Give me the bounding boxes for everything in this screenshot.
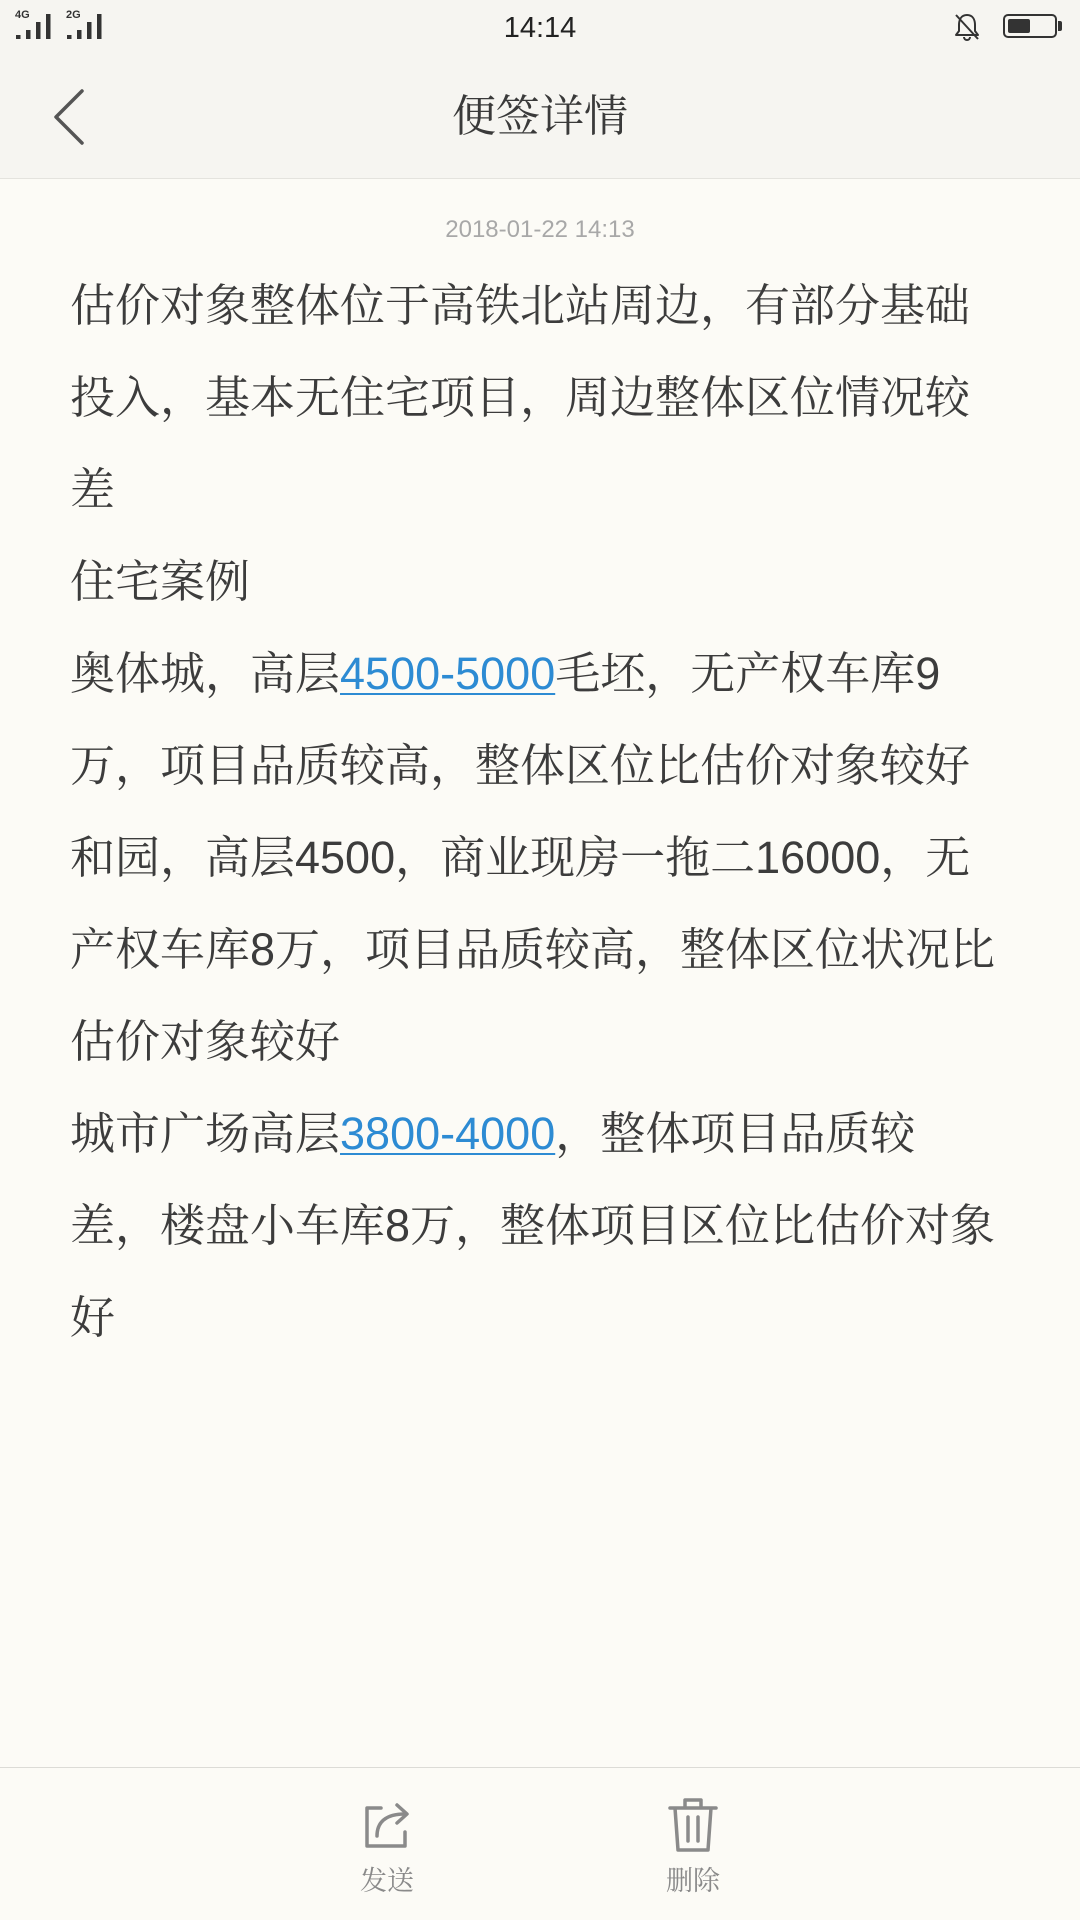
delete-button[interactable] (613, 1790, 773, 1910)
note-line (70, 1180, 1060, 1272)
note-text: 奥体城，高层 (70, 648, 341, 699)
battery-fill (1008, 19, 1030, 33)
send-label: 发送 (360, 1866, 414, 1896)
price-range-link[interactable]: 3800-4000 (340, 1108, 556, 1159)
sim2-signal (66, 10, 106, 40)
share-icon (359, 1796, 415, 1852)
note-text: 万，项目品质较高，整体区位比估价对象较好 (70, 740, 971, 791)
note-line (70, 352, 1060, 444)
note-text: 投入，基本无住宅项目，周边整体区位情况较 (70, 372, 971, 423)
header-bar (0, 55, 1080, 179)
note-date: 2018-01-22 14:13 (445, 216, 635, 243)
note-line (70, 628, 1060, 720)
status-bar (0, 0, 1080, 55)
note-line (70, 444, 1060, 536)
note-text: 差 (70, 464, 116, 515)
bottom-toolbar (0, 1767, 1080, 1920)
note-text: 好 (70, 1292, 116, 1343)
status-time: 14:14 (503, 12, 577, 44)
note-text: 估价对象较好 (70, 1016, 341, 1067)
note-text: 估价对象整体位于高铁北站周边，有部分基础 (70, 280, 971, 331)
sim1-network-label: 4G (15, 9, 30, 21)
sim2-network-label: 2G (66, 9, 81, 21)
chevron-left-icon (52, 88, 86, 146)
note-text: 毛坯，无产权车库9 (555, 648, 941, 699)
note-body[interactable] (70, 260, 1060, 1364)
note-text: 差，楼盘小车库8万，整体项目区位比估价对象 (70, 1200, 996, 1251)
back-button[interactable] (30, 69, 110, 165)
note-line (70, 536, 1060, 628)
battery-icon (1003, 14, 1065, 40)
bell-off-icon (951, 11, 983, 43)
note-text: 产权车库8万，项目品质较高，整体区位状况比 (70, 924, 996, 975)
note-line (70, 1088, 1060, 1180)
note-text: 城市广场高层 (70, 1108, 341, 1159)
battery-body (1003, 14, 1057, 38)
send-button[interactable] (307, 1790, 467, 1910)
note-line (70, 996, 1060, 1088)
note-line (70, 904, 1060, 996)
page-title: 便签详情 (452, 92, 628, 141)
sim1-signal (15, 10, 55, 40)
note-text: 和园，高层4500，商业现房一拖二16000，无 (70, 832, 971, 883)
price-range-link[interactable]: 4500-5000 (340, 648, 556, 699)
note-line (70, 812, 1060, 904)
note-text: ，整体项目品质较 (555, 1108, 916, 1159)
trash-icon (665, 1796, 721, 1854)
battery-tip (1058, 21, 1062, 31)
note-text: 住宅案例 (70, 556, 251, 607)
note-line (70, 720, 1060, 812)
note-line (70, 260, 1060, 352)
delete-label: 删除 (666, 1866, 720, 1896)
note-line (70, 1272, 1060, 1364)
